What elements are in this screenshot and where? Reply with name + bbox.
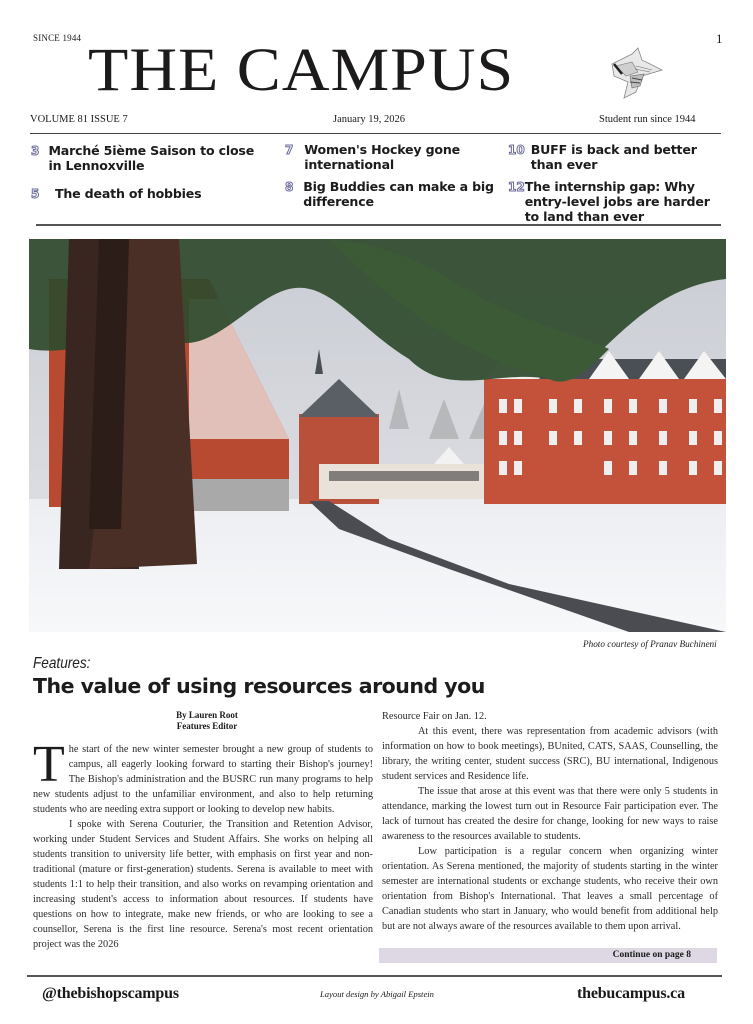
continue-banner[interactable] bbox=[379, 948, 717, 963]
toc-page-number: 7 bbox=[285, 143, 294, 157]
page-number: 1 bbox=[716, 31, 723, 46]
author-name: By Lauren Root bbox=[176, 710, 238, 720]
toc-title: Women's Hockey gone international bbox=[304, 142, 460, 172]
campus-photo bbox=[29, 239, 726, 632]
toc-title: BUFF is back and better than ever bbox=[530, 142, 697, 172]
toc-item[interactable] bbox=[285, 142, 505, 172]
website-link[interactable]: thebucampus.ca bbox=[577, 985, 685, 1002]
toc-page-number: 12 bbox=[508, 180, 525, 194]
article-column-2 bbox=[382, 709, 718, 934]
byline bbox=[142, 710, 272, 732]
article-headline: The value of using resources around you bbox=[33, 674, 485, 698]
article-column-1 bbox=[33, 736, 373, 952]
toc-title: Marché 5ième Saison to close in Lennoxville bbox=[48, 143, 255, 173]
toc-page-number: 5 bbox=[31, 187, 40, 201]
tagline: Student run since 1944 bbox=[599, 114, 696, 125]
article-paragraph: Resource Fair on Jan. 12. bbox=[382, 711, 487, 722]
toc-title: The death of hobbies bbox=[55, 186, 202, 201]
footer-divider bbox=[27, 975, 722, 977]
toc-page-number: 10 bbox=[508, 143, 525, 157]
issue-date: January 19, 2026 bbox=[333, 114, 406, 125]
header-divider bbox=[30, 133, 721, 134]
since-label: SINCE 1944 bbox=[33, 33, 82, 43]
article-paragraph: Low participation is a regular concern when organizing winter orientation. As Serena mentioned, the majority of students starting in the winter semester are international students or exchange students, who receive their own orientation from Bishop's International. That leaves a small percentage of Canadian students who start in January, who would benefit from additional help but are not always aware of the resources available to them upon arrival. bbox=[382, 846, 718, 932]
paper-crane-newspaper-icon bbox=[602, 46, 668, 100]
toc-item[interactable] bbox=[285, 179, 505, 209]
article-paragraph: The issue that arose at this event was that there were only 5 students in attendance, marking the lowest turn out in Resource Fair participation ever. The lack of turnout has created the desire for change, looking for new ways to raise awareness to the resources available to students. bbox=[382, 786, 718, 842]
photo-caption: Photo courtesy of Pranav Buchineni bbox=[583, 639, 717, 649]
toc-page-number: 3 bbox=[31, 144, 40, 158]
article-paragraph: At this event, there was representation from academic advisors (with information on how to book meetings), BUnited, CATS, SAAS, Counselling, the library, the writing center, student success (SRC), BU international, Indigenous student services and Residence life. bbox=[382, 726, 718, 782]
drop-cap: T bbox=[33, 736, 65, 793]
toc-page-number: 8 bbox=[285, 180, 294, 194]
social-handle[interactable]: @thebishopscampus bbox=[42, 985, 179, 1002]
toc-title: The internship gap: Why entry-level jobs are harder to land than ever bbox=[524, 179, 710, 224]
masthead-title: THE CAMPUS bbox=[88, 36, 515, 105]
article-paragraph: I spoke with Serena Couturier, the Transition and Retention Advisor, working under Student Services and Student Affairs. She works on helping all students transition to university life better, with emphasis on first year and non-traditional (mature or first-generation) students. Serena is available to meet with students 1:1 to help their transition, and also works on revamping orientation and increasing student's access to information about resources. If students have questions on how to integrate, make new friends, or who are looking to see a counsellor, Serena is the first line resource. Serena's most recent orientation project was the 2026 bbox=[33, 819, 373, 950]
layout-credit: Layout design by Abigail Epstein bbox=[320, 989, 434, 999]
toc-divider bbox=[36, 224, 721, 226]
toc-item[interactable] bbox=[508, 179, 723, 224]
section-label: Features: bbox=[33, 655, 91, 672]
toc-title: Big Buddies can make a big difference bbox=[303, 179, 494, 209]
article-paragraph: The start of the new winter semester brought a new group of students to campus, all eagerly looking forward to starting their Bishop's journey! The Bishop's administration and the BUSRC run many programs to help new students adjust to the unfamiliar environment, and also to help returning students who are needing extra support or looking to develop new habits. bbox=[33, 736, 373, 815]
toc-item[interactable] bbox=[31, 186, 271, 201]
toc-item[interactable] bbox=[31, 143, 271, 173]
continue-label: Continue on page 8 bbox=[612, 950, 691, 960]
author-role: Features Editor bbox=[176, 721, 238, 731]
toc-item[interactable] bbox=[508, 142, 723, 172]
volume-issue: VOLUME 81 ISSUE 7 bbox=[30, 114, 128, 125]
